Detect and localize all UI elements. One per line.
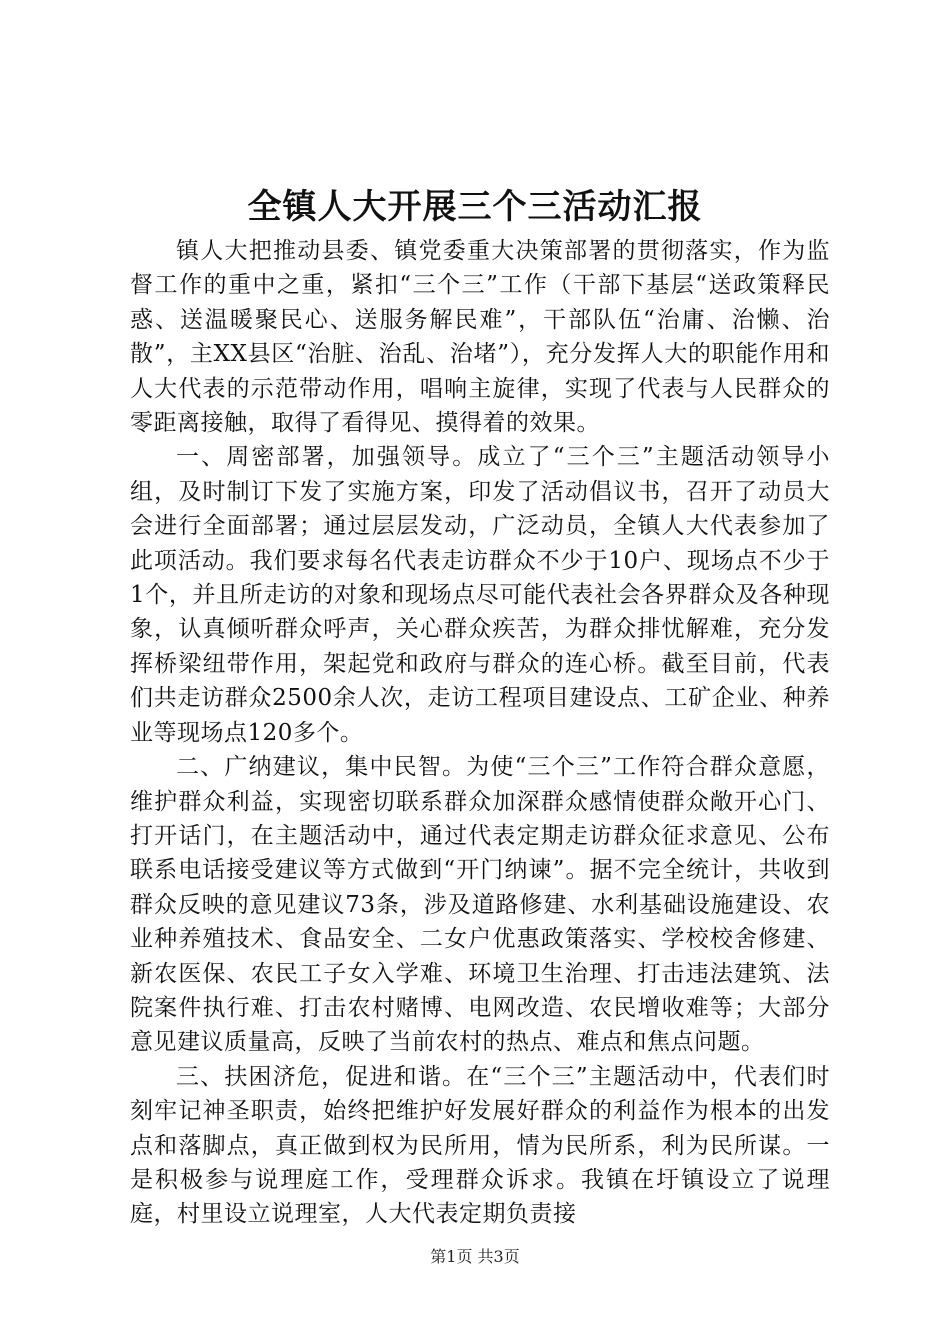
section-two-paragraph: 二、广纳建议，集中民智。为使“三个三”工作符合群众意愿，维护群众利益，实现密切联系群众加深群众感情使群众敞开心门、打开话门，在主题活动中，通过代表定期走访群众征求意见、公布联系电话接受建议等方式做到“开门纳谏”。据不完全统计，共收到群众反映的意见建议73条，涉及道路修建、水利基础设施建设、农业种养殖技术、食品安全、二女户优惠政策落实、学校校舍修建、新农医保、农民工子女入学难、环境卫生治理、打击违法建筑、法院案件执行难、打击农村赌博、电网改造、农民增收难等；大部分意见建议质量高，反映了当前农村的热点、难点和焦点问题。 — [130, 754, 830, 1056]
document-title: 全镇人大开展三个三活动汇报 — [247, 187, 703, 227]
section-three-paragraph: 三、扶困济危，促进和谐。在“三个三”主题活动中，代表们时刻牢记神圣职责，始终把维护好发展好群众的利益作为根本的出发点和落脚点，真正做到权为民所用，情为民所系，利为民所谋。一是积极参与说理庭工作，受理群众诉求。我镇在圩镇设立了说理庭，村里设立说理室，人大代表定期负责接 — [130, 1063, 830, 1228]
intro-paragraph: 镇人大把推动县委、镇党委重大决策部署的贯彻落实，作为监督工作的重中之重，紧扣“三个三”工作（干部下基层“送政策释民惑、送温暖聚民心、送服务解民难”，干部队伍“治庸、治懒、治散”，主XX县区“治脏、治乱、治堵”），充分发挥人大的职能作用和人大代表的示范带动作用，唱响主旋律，实现了代表与人民群众的零距离接触，取得了看得见、摸得着的效果。 — [130, 238, 830, 437]
section-one-paragraph: 一、周密部署，加强领导。成立了“三个三”主题活动领导小组，及时制订下发了实施方案，印发了活动倡议书，召开了动员大会进行全面部署；通过层层发动，广泛动员，全镇人大代表参加了此项活动。我们要求每名代表走访群众不少于10户、现场点不少于1个，并且所走访的对象和现场点尽可能代表社会各界群众及各种现象，认真倾听群众呼声，关心群众疾苦，为群众排忧解难，充分发挥桥梁纽带作用，架起党和政府与群众的连心桥。截至目前，代表们共走访群众2500余人次，走访工程项目建设点、工矿企业、种养业等现场点120多个。 — [130, 444, 830, 746]
page-footer: 第1页 共3页 — [430, 1247, 520, 1266]
document-body — [130, 234, 830, 1232]
